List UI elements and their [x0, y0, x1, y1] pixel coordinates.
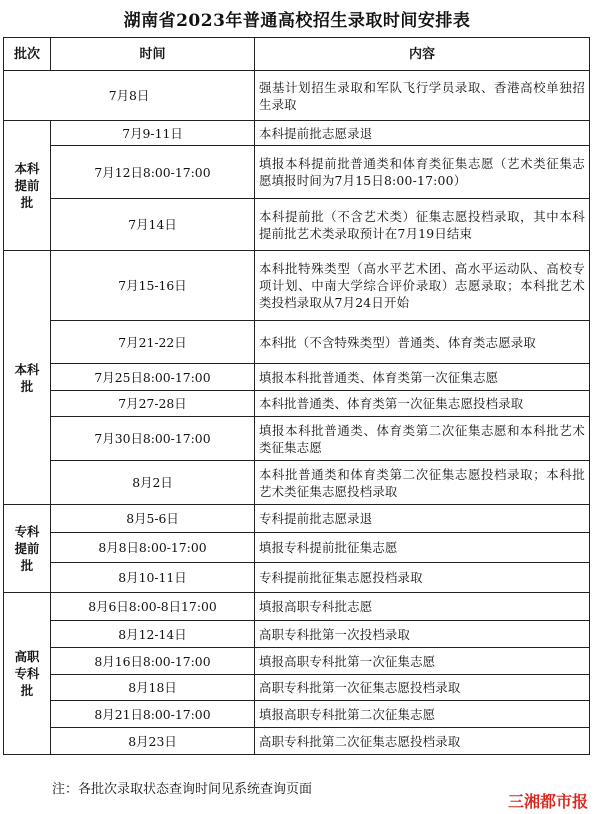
time-cell: 7月30日8:00-17:00: [51, 417, 255, 461]
content-cell: 高职专科批第一次征集志愿投档录取: [255, 675, 590, 701]
content-cell: 填报高职专科批志愿: [255, 593, 590, 621]
batch-label-line: 高职: [14, 649, 40, 664]
batch-cell: [4, 121, 51, 251]
table-row: [4, 701, 590, 728]
content-cell: 填报高职专科批第一次征集志愿: [255, 648, 590, 675]
table-row: [4, 593, 590, 621]
time-cell: 7月27-28日: [51, 391, 255, 417]
batch-label-line: 专科: [14, 524, 40, 539]
content-cell: 填报本科批普通类、体育类第二次征集志愿和本科批艺术类征集志愿: [255, 417, 590, 461]
footnote: 注：各批次录取状态查询时间见系统查询页面: [52, 782, 313, 797]
time-cell: 8月18日: [51, 675, 255, 701]
batch-label-line: 专科: [14, 666, 40, 681]
batch-cell: [4, 593, 51, 755]
batch-label-line: 批: [20, 195, 34, 210]
content-cell: 填报高职专科批第二次征集志愿: [255, 701, 590, 728]
content-cell: 专科提前批志愿录退: [255, 505, 590, 533]
batch-label-line: 提前: [14, 541, 40, 556]
table-row: [4, 146, 590, 199]
content-cell: 专科提前批征集志愿投档录取: [255, 563, 590, 593]
content-cell: 本科批普通类和体育类第二次征集志愿投档录取；本科批艺术类征集志愿投档录取: [255, 461, 590, 505]
batch-label-line: 批: [20, 683, 34, 698]
time-cell: 8月21日8:00-17:00: [51, 701, 255, 728]
table-row: [4, 199, 590, 251]
content-cell: 高职专科批第一次投档录取: [255, 621, 590, 648]
table-header-row: [4, 38, 590, 71]
header-content: 内容: [255, 38, 590, 71]
table-row: [4, 533, 590, 563]
table-row: [4, 251, 590, 321]
table-row: [4, 648, 590, 675]
table-row: [4, 461, 590, 505]
time-cell: 8月2日: [51, 461, 255, 505]
content-cell: 本科批普通类、体育类第一次征集志愿投档录取: [255, 391, 590, 417]
table-row: [4, 364, 590, 391]
time-cell: 7月12日8:00-17:00: [51, 146, 255, 199]
batch-cell: [4, 251, 51, 505]
table-row: [4, 728, 590, 755]
table-row: [4, 71, 590, 121]
content-cell: 本科批特殊类型（高水平艺术团、高水平运动队、高校专项计划、中南大学综合评价录取）志愿录取；本科批艺术类投档录取从7月24日开始: [255, 251, 590, 321]
time-cell: 7月9-11日: [51, 121, 255, 146]
time-cell: 7月8日: [4, 71, 255, 121]
content-cell: 本科提前批（不含艺术类）征集志愿投档录取，其中本科提前批艺术类录取预计在7月19日结束: [255, 199, 590, 251]
time-cell: 8月8日8:00-17:00: [51, 533, 255, 563]
batch-label-line: 提前: [14, 178, 40, 193]
content-cell: 填报本科提前批普通类和体育类征集志愿（艺术类征集志愿填报时间为7月15日8:00-17:00）: [255, 146, 590, 199]
table-row: [4, 391, 590, 417]
time-cell: 7月25日8:00-17:00: [51, 364, 255, 391]
time-cell: 8月10-11日: [51, 563, 255, 593]
header-batch: 批次: [4, 38, 51, 71]
table-row: [4, 563, 590, 593]
header-time: 时间: [51, 38, 255, 71]
content-cell: 强基计划招生录取和军队飞行学员录取、香港高校单独招生录取: [255, 71, 590, 121]
table-row: [4, 121, 590, 146]
content-cell: 填报本科批普通类、体育类第一次征集志愿: [255, 364, 590, 391]
content-cell: 高职专科批第二次征集志愿投档录取: [255, 728, 590, 755]
time-cell: 8月5-6日: [51, 505, 255, 533]
content-cell: 本科批（不含特殊类型）普通类、体育类志愿录取: [255, 321, 590, 364]
table-row: [4, 505, 590, 533]
batch-label-line: 批: [20, 378, 34, 394]
time-cell: 8月12-14日: [51, 621, 255, 648]
time-cell: 8月16日8:00-17:00: [51, 648, 255, 675]
newspaper-logo: 三湘都市报: [507, 792, 588, 811]
schedule-table: [3, 37, 590, 755]
table-row: [4, 321, 590, 364]
content-cell: 填报专科提前批征集志愿: [255, 533, 590, 563]
table-row: [4, 621, 590, 648]
batch-label-line: 批: [20, 558, 34, 573]
time-cell: 7月21-22日: [51, 321, 255, 364]
content-cell: 本科提前批志愿录退: [255, 121, 590, 146]
time-cell: 7月14日: [51, 199, 255, 251]
time-cell: 8月6日8:00-8日17:00: [51, 593, 255, 621]
batch-label-line: 本科: [14, 161, 40, 176]
batch-cell: [4, 505, 51, 593]
document-title: 湖南省2023年普通高校招生录取时间安排表: [123, 11, 471, 31]
table-row: [4, 417, 590, 461]
batch-label-line: 本科: [14, 361, 40, 377]
time-cell: 7月15-16日: [51, 251, 255, 321]
time-cell: 8月23日: [51, 728, 255, 755]
table-row: [4, 675, 590, 701]
